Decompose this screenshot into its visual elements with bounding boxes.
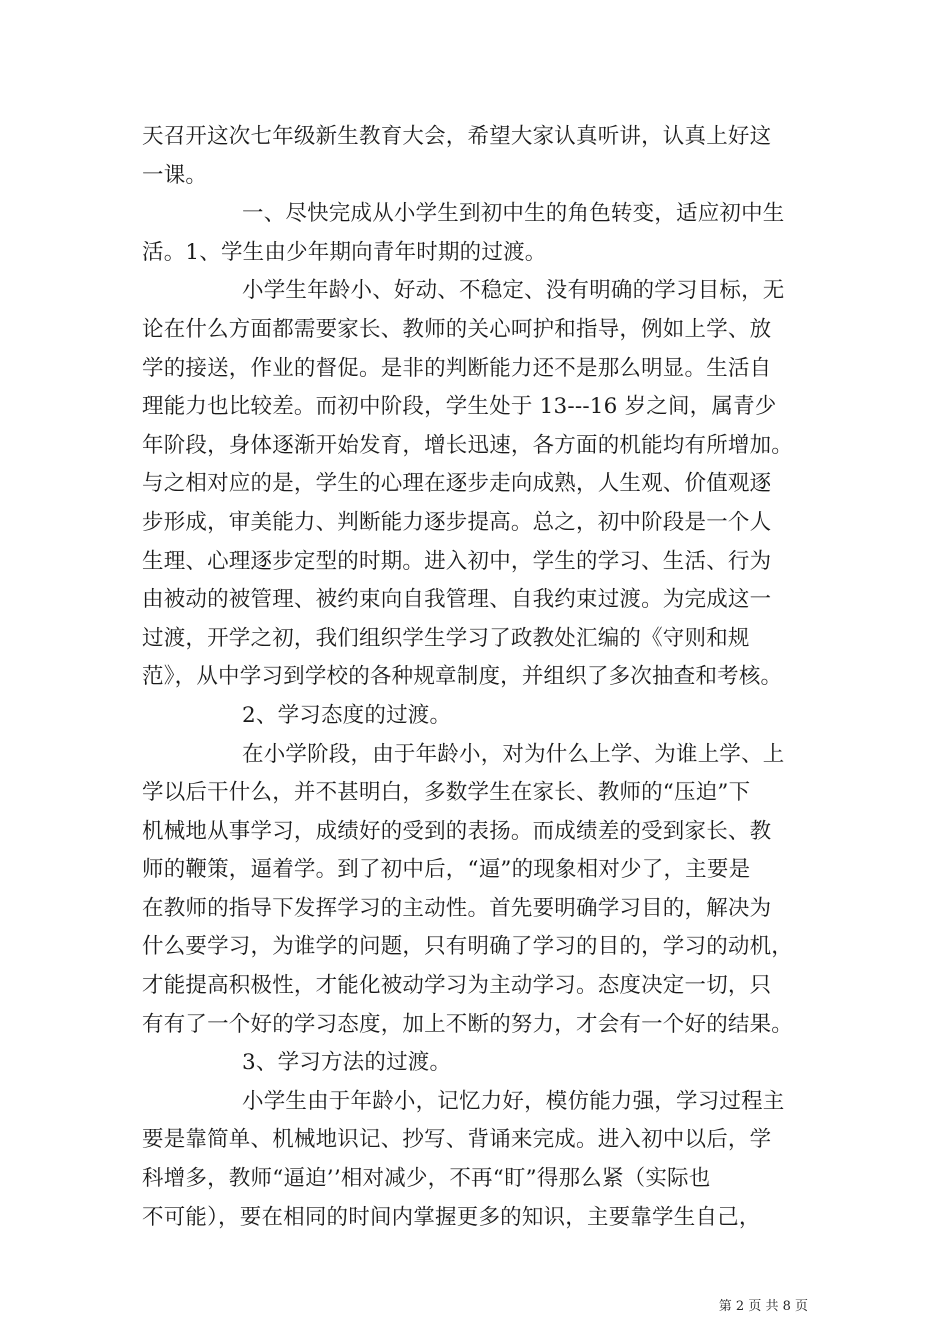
text-line: 机械地从事学习，成绩好的受到的表扬。而成绩差的受到家长、教 (142, 818, 772, 844)
document-body (142, 118, 818, 1237)
subsection-heading-3: 3、学习方法的过渡。 (242, 1050, 452, 1076)
text-line: 才能提高积极性，才能化被动学习为主动学习。态度决定一切，只 (142, 973, 772, 999)
text-line: 由被动的被管理、被约束向自我管理、自我约束过渡。为完成这一 (142, 587, 772, 613)
text-line: 论在什么方面都需要家长、教师的关心呵护和指导，例如上学、放 (142, 316, 772, 342)
text-line: 什么要学习，为谁学的问题，只有明确了学习的目的，学习的动机， (142, 934, 794, 960)
text-line: 理能力也比较差。而初中阶段，学生处于 13---16 岁之间，属青少 (142, 394, 777, 420)
text-line: 学以后干什么，并不甚明白，多数学生在家长、教师的“压迫”下 (142, 780, 751, 806)
subsection-heading-2: 2、学习态度的过渡。 (242, 702, 452, 728)
page-number: 第 2 页 共 8 页 (718, 1299, 808, 1314)
text-line: 范》，从中学习到学校的各种规章制度，并组织了多次抽查和考核。 (142, 664, 783, 690)
paragraph-start: 小学生年龄小、好动、不稳定、没有明确的学习目标，无 (242, 278, 785, 304)
text-line: 学的接送，作业的督促。是非的判断能力还不是那么明显。生活自 (142, 355, 772, 381)
text-line: 一课。 (142, 162, 208, 188)
paragraph-start: 在小学阶段，由于年龄小，对为什么上学、为谁上学、上 (242, 741, 785, 767)
text-line: 有有了一个好的学习态度，加上不断的努力，才会有一个好的结果。 (142, 1011, 794, 1037)
text-line: 年阶段，身体逐渐开始发育，增长迅速，各方面的机能均有所增加。 (142, 432, 794, 458)
text-line: 在教师的指导下发挥学习的主动性。首先要明确学习目的，解决为 (142, 895, 772, 921)
text-line: 天召开这次七年级新生教育大会，希望大家认真听讲，认真上好这 (142, 124, 772, 149)
paragraph-start: 小学生由于年龄小，记忆力好，模仿能力强，学习过程主 (242, 1088, 785, 1114)
text-line: 师的鞭策，逼着学。到了初中后，“逼”的现象相对少了，主要是 (142, 857, 751, 883)
text-line: 不可能），要在相同的时间内掌握更多的知识，主要靠学生自己， (142, 1204, 761, 1230)
text-line: 步形成，审美能力、判断能力逐步提高。总之，初中阶段是一个人 (142, 509, 772, 535)
text-line: 生理、心理逐步定型的时期。进入初中，学生的学习、生活、行为 (142, 548, 772, 574)
text-line: 过渡，开学之初，我们组织学生学习了政教处汇编的《守则和规 (142, 625, 750, 651)
text-line: 活。1、学生由少年期向青年时期的过渡。 (142, 239, 547, 265)
section-heading-1: 一、尽快完成从小学生到初中生的角色转变，适应初中生 (242, 201, 785, 227)
text-line: 科增多，教师“逼迫’’相对减少，不再“盯”得那么紧（实际也 (142, 1166, 711, 1192)
text-line: 与之相对应的是，学生的心理在逐步走向成熟，人生观、价值观逐 (142, 471, 772, 497)
text-line: 要是靠简单、机械地识记、抄写、背诵来完成。进入初中以后，学 (142, 1127, 772, 1153)
